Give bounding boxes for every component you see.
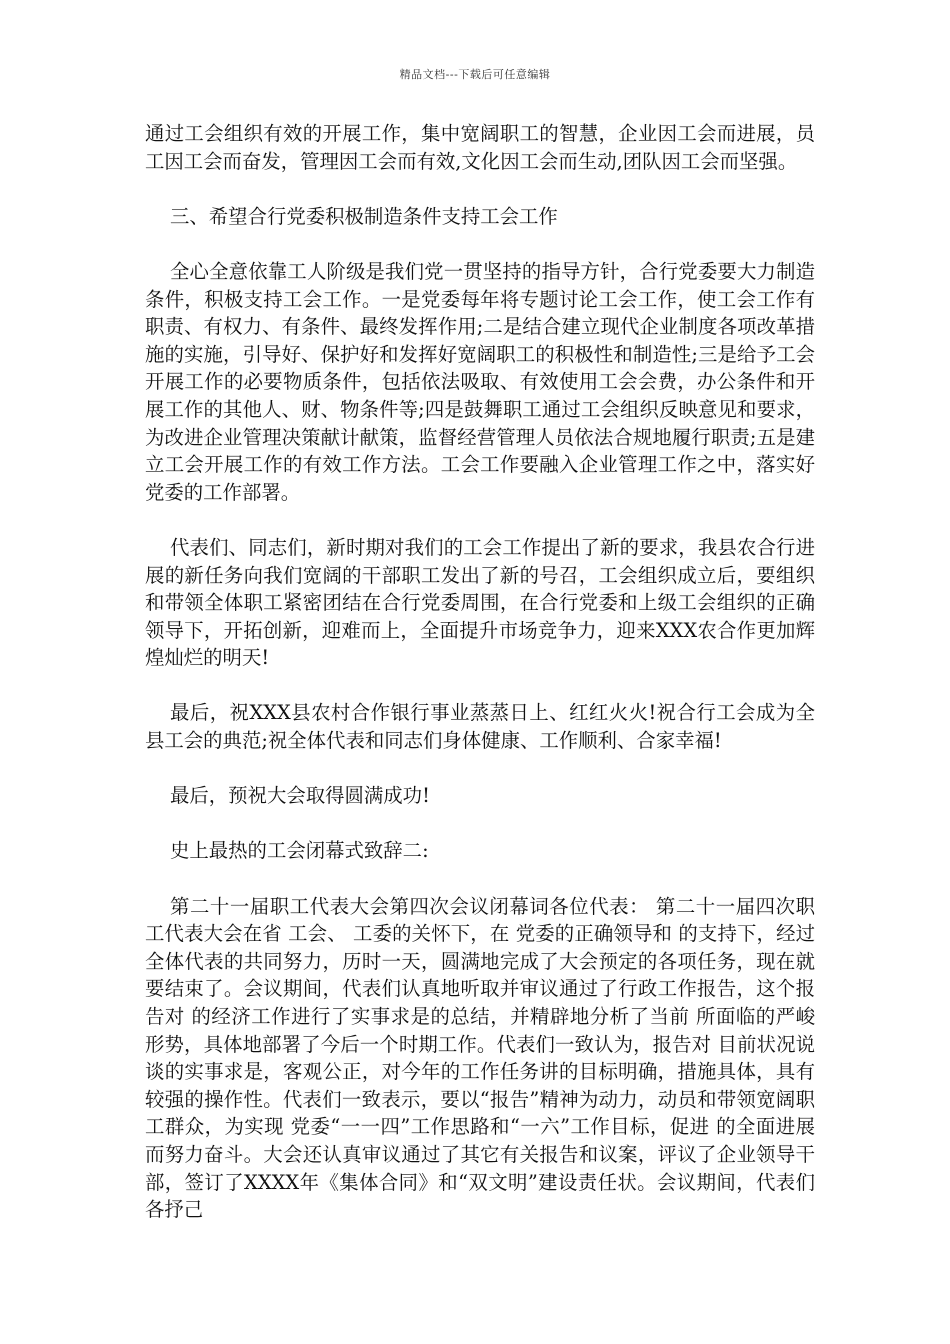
paragraph-4: 代表们、同志们，新时期对我们的工会工作提出了新的要求，我县农合行进展的新任务向我们宽阔的干部职工发出了新的号召，工会组织成立后，要组织和带领全体职工紧密团结在合行党委周围，在合行党委和上级工会组织的正确领导下，开拓创新，迎难而上，全面提升市场竞争力，迎来XXX农合作更加辉煌灿烂的明天! bbox=[145, 535, 815, 670]
document-body bbox=[145, 120, 815, 1251]
paragraph-3: 全心全意依靠工人阶级是我们党一贯坚持的指导方针，合行党委要大力制造条件，积极支持工会工作。一是党委每年将专题讨论工会工作，使工会工作有职责、有权力、有条件、最终发挥作用;二是结合建立现代企业制度各项改革措施的实施，引导好、保护好和发挥好宽阔职工的积极性和制造性;三是给予工会开展工作的必要物质条件，包括依法吸取、有效使用工会会费，办公条件和开展工作的其他人、财、物条件等;四是鼓舞职工通过工会组织反映意见和要求，为改进企业管理决策献计献策，监督经营管理人员依法合规地履行职责;五是建立工会开展工作的有效工作方法。工会工作要融入企业管理工作之中，落实好党委的工作部署。 bbox=[145, 259, 815, 504]
subtitle-speech-2: 史上最热的工会闭幕式致辞二: bbox=[170, 839, 429, 863]
paragraph-6: 最后，预祝大会取得圆满成功! bbox=[170, 784, 430, 808]
paragraph-8: 第二十一届职工代表大会第四次会议闭幕词各位代表： 第二十一届四次职工代表大会在省 工会、 工委的关怀下，在 党委的正确领导和 的支持下，经过全体代表的共同努力，历时一天，圆满地完成了大会预定的各项任务，现在就要结束了。会议期间，代表们认真地听取并审议通过了行政工作报告，这个报告对 的经济工作进行了实事求是的总结，并精辟地分析了当前 所面临的严峻形势，具体地部署了今后一个时期工作。代表们一致认为，报告对 目前状况说谈的实事求是，客观公正，对今年的工作任务讲的目标明确，措施具体，具有较强的操作性。代表们一致表示，要以“报告”精神为动力，动员和带领宽阔职工群众，为实现 党委“一一四”工作思路和“一六”工作目标，促进 的全面进展而努力奋斗。大会还认真审议通过了其它有关报告和议案，评议了企业领导干部，签订了XXXX年《集体合同》和“双文明”建设责任状。会议期间，代表们各抒己 bbox=[145, 894, 815, 1222]
section-heading-3: 三、希望合行党委积极制造条件支持工会工作 bbox=[170, 204, 558, 228]
page-header: 精品文档---下载后可任意编辑 bbox=[399, 68, 551, 81]
paragraph-1: 通过工会组织有效的开展工作，集中宽阔职工的智慧，企业因工会而进展，员工因工会而奋发，管理因工会而有效,文化因工会而生动,团队因工会而坚强。 bbox=[145, 122, 815, 173]
paragraph-5: 最后，祝XXX县农村合作银行事业蒸蒸日上、红红火火!祝合行工会成为全县工会的典范;祝全体代表和同志们身体健康、工作顺利、合家幸福! bbox=[145, 701, 815, 753]
